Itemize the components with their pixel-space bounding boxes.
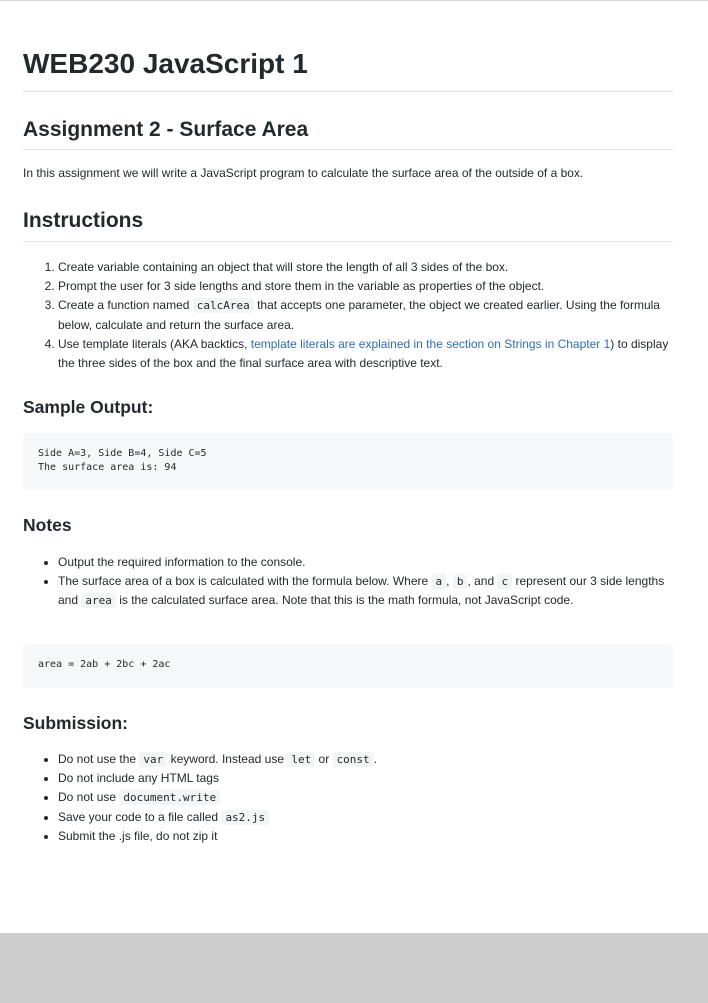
submission-text: or	[315, 752, 333, 766]
sample-output-code-block	[23, 433, 673, 490]
instructions-heading: Instructions	[23, 209, 144, 232]
instructions-divider	[23, 241, 673, 242]
sample-output-line: Side A=3, Side B=4, Side C=5	[38, 448, 207, 459]
notes-list	[23, 553, 673, 611]
note-text: is the calculated surface area. Note that this is the math formula, not JavaScript code.	[115, 593, 574, 608]
inline-code-var: var	[139, 752, 167, 767]
inline-code-document-write: document.write	[119, 790, 220, 805]
template-literals-link[interactable]: template literals are explained in the section on Strings in Chapter 1	[250, 336, 611, 351]
sample-output-line: The surface area is: 94	[38, 461, 177, 473]
submission-text: Do not use the	[58, 752, 140, 766]
instruction-text: Prompt the user for 3 side lengths and store them in the variable as properties of the object.	[58, 279, 545, 294]
inline-code-const: const	[333, 752, 374, 767]
note-text: Output the required information to the console.	[58, 555, 306, 569]
intro-text: In this assignment we will write a JavaScript program to calculate the surface area of the outside of a box.	[23, 166, 584, 180]
submission-item	[58, 808, 673, 827]
instruction-text: Create a function named	[58, 298, 193, 313]
note-text: ,	[446, 574, 453, 589]
submission-text: Submit the .js file, do not zip it	[58, 828, 218, 843]
note-item	[58, 572, 673, 610]
submission-heading: Submission:	[23, 713, 129, 733]
submission-text: Do not use	[58, 790, 120, 805]
assignment-heading: Assignment 2 - Surface Area	[23, 118, 309, 141]
instruction-item	[58, 258, 673, 277]
instructions-list	[23, 258, 673, 373]
formula-code-block	[23, 644, 673, 688]
inline-code-b: b	[453, 574, 468, 589]
inline-code-let: let	[287, 752, 315, 767]
title-divider	[23, 91, 673, 92]
instruction-text: ) to display the three sides of the box and the final surface area with descriptive text.	[58, 336, 669, 371]
submission-text: Do not include any HTML tags	[58, 771, 219, 786]
note-text: The surface area of a box is calculated with the formula below. Where	[58, 574, 432, 589]
inline-code-a: a	[432, 574, 447, 589]
inline-code-c: c	[497, 574, 512, 589]
instruction-item	[58, 277, 673, 296]
instruction-text: Create variable containing an object that will store the length of all 3 sides of the box.	[58, 260, 509, 274]
inline-code-calcarea: calcArea	[193, 298, 254, 313]
bottom-gray-area	[0, 933, 708, 1003]
submission-item	[58, 769, 673, 788]
instruction-text: that accepts one parameter, the object we created earlier. Using the formula below, calculate and return the surface area.	[58, 298, 660, 332]
submission-item	[58, 788, 673, 807]
sample-output-heading: Sample Output:	[23, 397, 154, 417]
instruction-item	[58, 335, 673, 373]
note-text: , and	[467, 574, 498, 589]
submission-text: keyword. Instead use	[167, 752, 288, 766]
submission-list	[23, 750, 673, 846]
instruction-text: Use template literals (AKA backtics,	[58, 336, 251, 351]
submission-text: .	[373, 752, 378, 766]
notes-heading: Notes	[23, 515, 72, 535]
formula-line: area = 2ab + 2bc + 2ac	[38, 659, 171, 670]
instruction-item	[58, 296, 673, 334]
submission-item	[58, 827, 673, 846]
submission-text: Save your code to a file called	[58, 809, 222, 824]
assignment-divider	[23, 149, 673, 150]
note-text: represent our 3 side lengths and	[58, 574, 665, 608]
inline-code-area: area	[81, 593, 116, 608]
submission-item	[58, 750, 673, 769]
inline-code-filename: as2.js	[221, 810, 269, 825]
note-item	[58, 553, 673, 572]
page-title: WEB230 JavaScript 1	[23, 48, 308, 79]
